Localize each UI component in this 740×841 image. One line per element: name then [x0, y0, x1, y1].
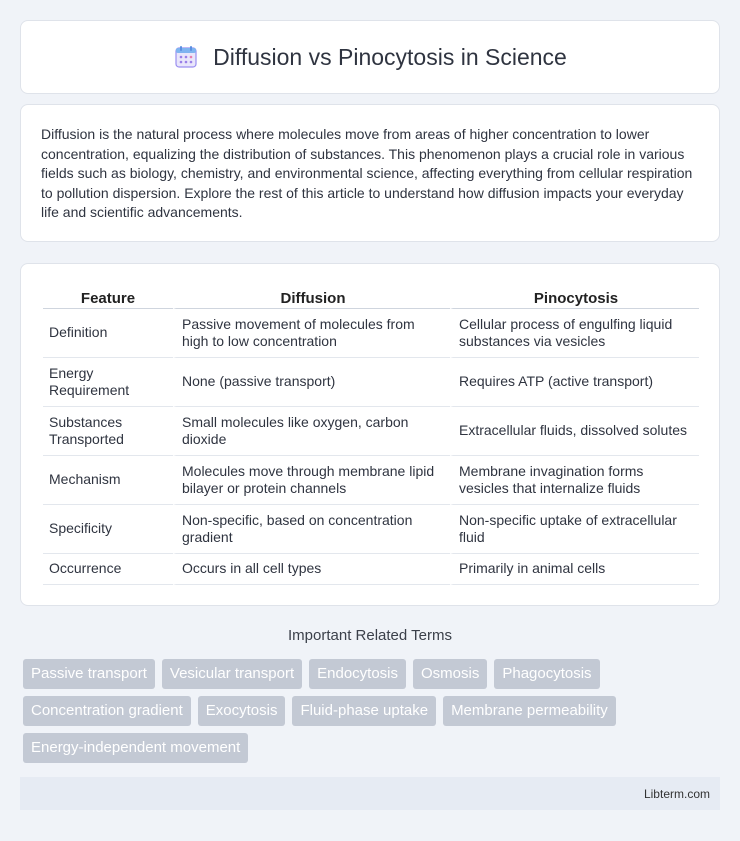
cell-feature: Energy Requirement: [43, 358, 173, 407]
intro-card: [20, 104, 720, 242]
term-tag[interactable]: Vesicular transport: [162, 659, 302, 689]
comparison-table: [43, 284, 699, 585]
comparison-card: [20, 263, 720, 606]
term-tag[interactable]: Membrane permeability: [443, 696, 616, 726]
related-terms-title: Important Related Terms: [288, 627, 452, 644]
cell-pinocytosis: Non-specific uptake of extracellular fluid: [450, 505, 699, 554]
cell-feature: Substances Transported: [43, 407, 173, 456]
table-row: [43, 358, 699, 407]
cell-feature: Occurrence: [43, 554, 173, 585]
header-pinocytosis: Pinocytosis: [450, 284, 699, 309]
table-row: [43, 309, 699, 358]
table-row: [43, 456, 699, 505]
term-tag[interactable]: Fluid-phase uptake: [292, 696, 436, 726]
cell-pinocytosis: Requires ATP (active transport): [450, 358, 699, 407]
term-tag[interactable]: Exocytosis: [198, 696, 286, 726]
term-tag[interactable]: Concentration gradient: [23, 696, 191, 726]
cell-pinocytosis: Primarily in animal cells: [450, 554, 699, 585]
cell-feature: Definition: [43, 309, 173, 358]
calendar-icon: [173, 44, 199, 70]
table-row: [43, 407, 699, 456]
cell-diffusion: Small molecules like oxygen, carbon dioxide: [173, 407, 450, 456]
cell-feature: Mechanism: [43, 456, 173, 505]
term-tag[interactable]: Passive transport: [23, 659, 155, 689]
cell-diffusion: Occurs in all cell types: [173, 554, 450, 585]
page-title: Diffusion vs Pinocytosis in Science: [213, 43, 567, 70]
intro-text: Diffusion is the natural process where molecules move from areas of higher concentration to lower concentration, equalizing the distribution of substances. This phenomenon plays a crucial role in various fields such as biology, chemistry, and environmental science, affecting everything from cellular respiration to pollution dispersion. Explore the rest of this article to understand how diffusion impacts your everyday life and scientific advancements.: [41, 126, 693, 220]
term-tag[interactable]: Endocytosis: [309, 659, 406, 689]
term-tag[interactable]: Energy-independent movement: [23, 733, 248, 763]
term-tag[interactable]: Osmosis: [413, 659, 487, 689]
table-row: [43, 505, 699, 554]
footer: [20, 777, 720, 810]
header-diffusion: Diffusion: [173, 284, 450, 309]
cell-pinocytosis: Cellular process of engulfing liquid substances via vesicles: [450, 309, 699, 358]
header-feature: Feature: [43, 284, 173, 309]
related-terms-list: [23, 659, 723, 763]
footer-link[interactable]: Libterm.com: [643, 786, 710, 801]
table-header-row: [43, 284, 699, 309]
cell-feature: Specificity: [43, 505, 173, 554]
cell-diffusion: Non-specific, based on concentration gradient: [173, 505, 450, 554]
term-tag[interactable]: Phagocytosis: [494, 659, 599, 689]
cell-diffusion: None (passive transport): [173, 358, 450, 407]
cell-pinocytosis: Membrane invagination forms vesicles that internalize fluids: [450, 456, 699, 505]
header-card: [20, 20, 720, 94]
header: [173, 44, 567, 71]
cell-diffusion: Molecules move through membrane lipid bilayer or protein channels: [173, 456, 450, 505]
cell-pinocytosis: Extracellular fluids, dissolved solutes: [450, 407, 699, 456]
table-row: [43, 554, 699, 585]
cell-diffusion: Passive movement of molecules from high to low concentration: [173, 309, 450, 358]
